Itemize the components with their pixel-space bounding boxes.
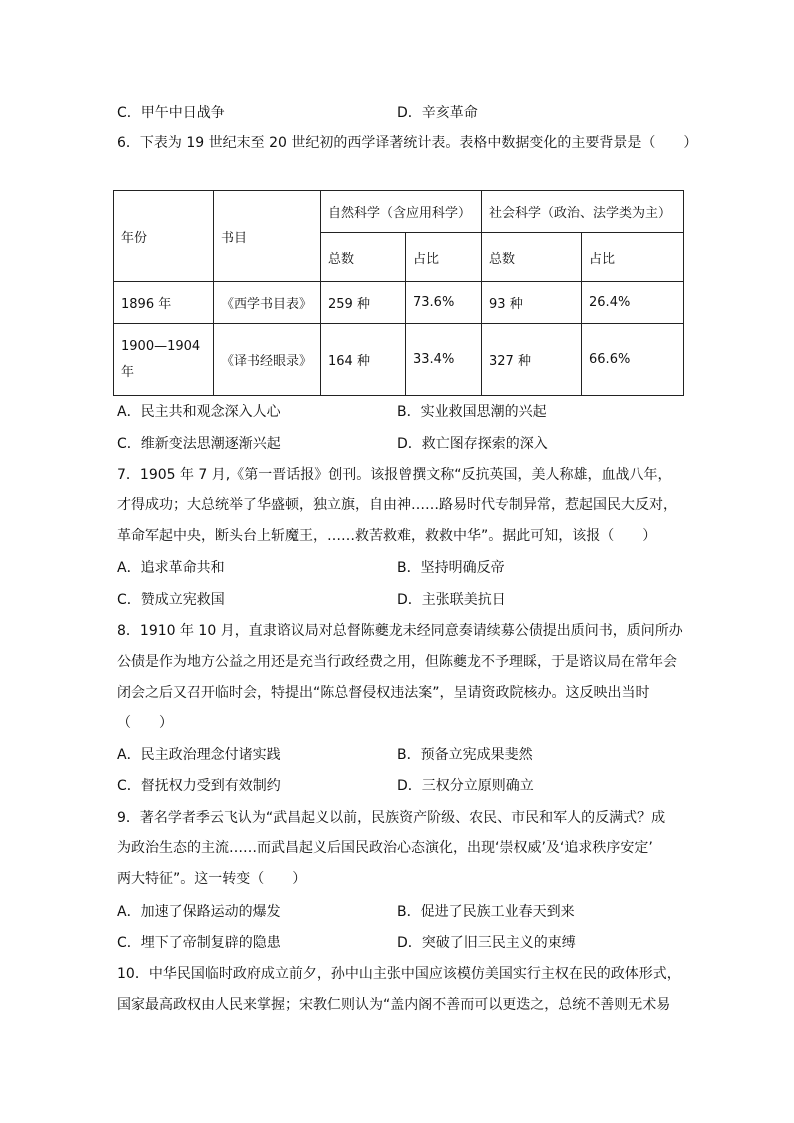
q7-line-1: 7．1905 年 7 月,《第一晋话报》创刊。该报曾撰文称“反抗英国，美人称雄，血战八年， — [117, 467, 672, 483]
q9-option-d: D．突破了旧三民主义的束缚 — [397, 935, 576, 951]
row-year: 1900—1904 年 — [114, 324, 214, 396]
header-social-science: 社会科学（政治、法学类为主） — [482, 191, 684, 233]
q5-option-c: C．甲午中日战争 — [117, 105, 225, 121]
q8-line-2: 公债是作为地方公益之用还是充当行政经费之用，但陈夔龙不予理睬，于是谘议局在常年会 — [117, 654, 677, 670]
header-year: 年份 — [114, 191, 214, 282]
q6-option-b: B．实业救国思潮的兴起 — [397, 404, 547, 420]
row-soc-ratio: 26.4% — [582, 282, 684, 324]
q5-option-d: D．辛亥革命 — [397, 105, 478, 121]
q7-option-b: B．坚持明确反帝 — [397, 560, 505, 576]
row-soc-ratio: 66.6% — [582, 324, 684, 396]
row-nat-total: 259 种 — [321, 282, 406, 324]
header-nat-total: 总数 — [321, 233, 406, 282]
row-book: 《译书经眼录》 — [214, 324, 321, 396]
q7-line-2: 才得成功；大总统举了华盛顿，独立旗，自由神……路易时代专制异常，惹起国民大反对， — [117, 497, 677, 513]
q8-line-4: （ ） — [117, 715, 173, 731]
row-soc-total: 93 种 — [482, 282, 582, 324]
q6-stem: 6．下表为 19 世纪末至 20 世纪初的西学译著统计表。表格中数据变化的主要背景是（ ） — [117, 135, 698, 151]
row-soc-total: 327 种 — [482, 324, 582, 396]
q6-option-c: C．维新变法思潮逐渐兴起 — [117, 436, 281, 452]
q9-option-c: C．埋下了帝制复辟的隐患 — [117, 935, 281, 951]
q6-option-d: D．救亡图存探索的深入 — [397, 436, 548, 452]
header-natural-science: 自然科学（含应用科学） — [321, 191, 482, 233]
q8-option-b: B．预备立宪成果斐然 — [397, 747, 533, 763]
row-nat-total: 164 种 — [321, 324, 406, 396]
row-book: 《西学书目表》 — [214, 282, 321, 324]
header-soc-ratio: 占比 — [582, 233, 684, 282]
row-nat-ratio: 33.4% — [406, 324, 482, 396]
q7-option-a: A．追求革命共和 — [117, 560, 225, 576]
q10-line-2: 国家最高政权由人民来掌握；宋教仁则认为“盖内阁不善而可以更迭之，总统不善则无术易 — [117, 997, 671, 1013]
q9-line-1: 9．著名学者季云飞认为“武昌起义以前，民族资产阶级、农民、市民和军人的反满式？成 — [117, 810, 666, 826]
q10-line-1: 10．中华民国临时政府成立前夕，孙中山主张中国应该模仿美国实行主权在民的政体形式， — [117, 966, 681, 982]
table-row — [114, 282, 684, 324]
table-row — [114, 324, 684, 396]
q8-option-c: C．督抚权力受到有效制约 — [117, 778, 281, 794]
header-book: 书目 — [214, 191, 321, 282]
row-year: 1896 年 — [114, 282, 214, 324]
q9-line-2: 为政治生态的主流……而武昌起义后国民政治心态演化，出现‘崇权威’及‘追求秩序安定’ — [117, 840, 653, 856]
header-soc-total: 总数 — [482, 233, 582, 282]
translation-stats-table — [113, 190, 684, 396]
header-nat-ratio: 占比 — [406, 233, 482, 282]
q8-option-d: D．三权分立原则确立 — [397, 778, 534, 794]
q8-line-3: 闭会之后又召开临时会，特提出“陈总督侵权违法案”，呈请资政院核办。这反映出当时 — [117, 685, 650, 701]
q9-line-3: 两大特征”。这一转变（ ） — [117, 871, 307, 887]
row-nat-ratio: 73.6% — [406, 282, 482, 324]
q9-option-b: B．促进了民族工业春天到来 — [397, 904, 575, 920]
q6-option-a: A．民主共和观念深入人心 — [117, 404, 281, 420]
q7-option-d: D．主张联美抗日 — [397, 592, 506, 608]
q8-option-a: A．民主政治理念付诸实践 — [117, 747, 281, 763]
q7-option-c: C．赞成立宪救国 — [117, 592, 225, 608]
q9-option-a: A．加速了保路运动的爆发 — [117, 904, 281, 920]
q7-line-3: 革命军起中央，断头台上斩魔王，……救苦救难，救救中华”。据此可知，该报（ ） — [117, 528, 657, 544]
q8-line-1: 8．1910 年 10 月，直隶谘议局对总督陈夔龙未经同意奏请续募公债提出质问书，质问所办 — [117, 623, 683, 639]
